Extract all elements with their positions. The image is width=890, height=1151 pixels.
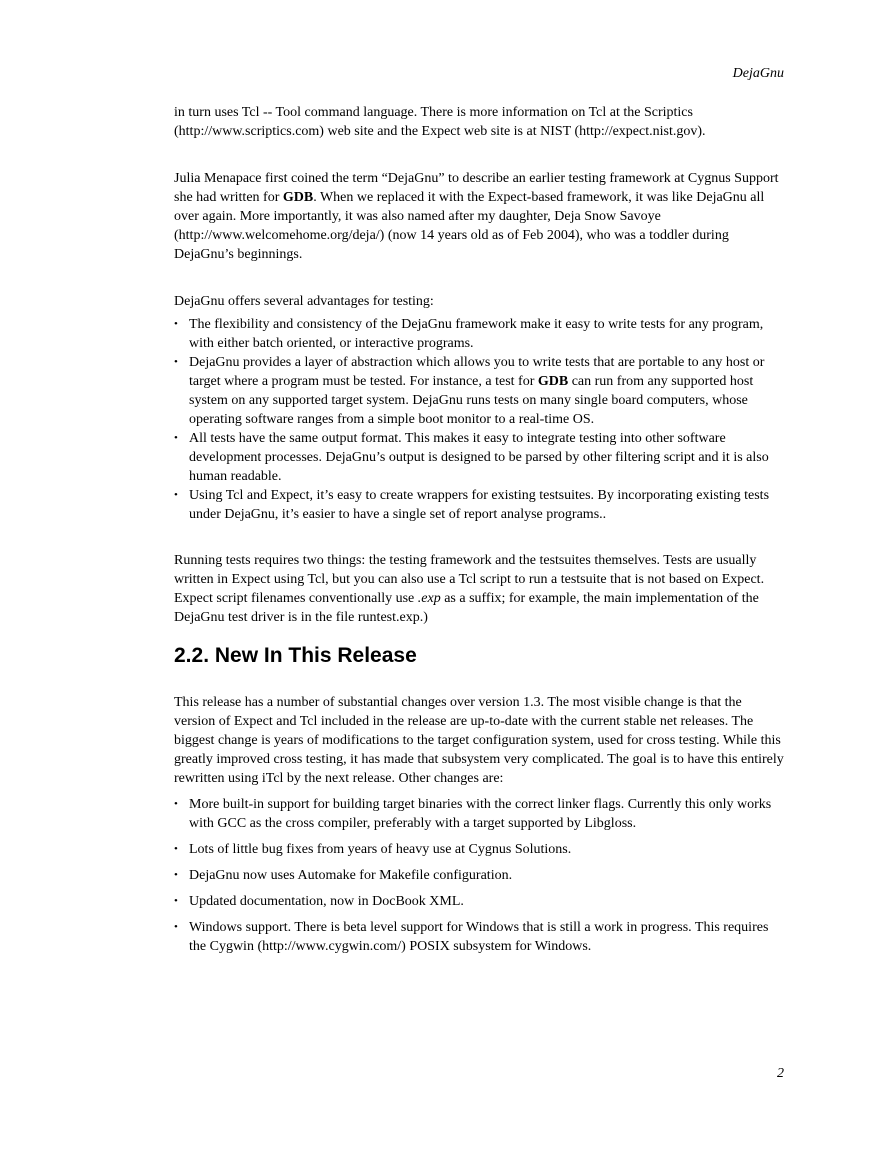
- exp-suffix: .exp: [417, 591, 441, 606]
- list-item: • More built-in support for building target binaries with the correct linker flags. Currently this only works with GCC as the cross compiler, preferably with a target supported by Libgloss.: [174, 795, 786, 833]
- list-item: [174, 353, 786, 429]
- gdb-term: GDB: [537, 374, 569, 389]
- page-number: 2: [777, 1066, 784, 1081]
- list-item: • DejaGnu now uses Automake for Makefile configuration.: [174, 866, 786, 885]
- running-text-1: Running tests requires two things: the testing framework and the testsuites themselves. Tests are usually written in Expect using Tcl, but you can also use a Tcl script to run a testsuite that is not based on Expect. Expect script filenames conventionally use: [174, 553, 765, 606]
- section-heading: 2.2. New In This Release: [174, 644, 417, 667]
- list-item: • Updated documentation, now in DocBook XML.: [174, 892, 786, 911]
- list-item: • Using Tcl and Expect, it’s easy to create wrappers for existing testsuites. By incorporating existing tests under DejaGnu, it’s easier to have a single set of report analyse programs..: [174, 486, 786, 524]
- item-text-2: can run from any supported host system on any supported target system. DejaGnu runs tests on many single board computers, whose operating software ranges from a simple boot monitor to a real-time OS.: [189, 374, 754, 427]
- list-item: • All tests have the same output format. This makes it easy to integrate testing into other software development processes. DejaGnu’s output is designed to be parsed by other filtering script and it is also human readable.: [174, 429, 786, 486]
- running-header: DejaGnu: [732, 66, 784, 81]
- list-item: • Windows support. There is beta level support for Windows that is still a work in progress. This requires the Cygwin (http://www.cygwin.com/) POSIX subsystem for Windows.: [174, 918, 786, 956]
- intro-paragraph-tcl: in turn uses Tcl -- Tool command language. There is more information on Tcl at the Scriptics (http://www.scriptics.com) web site and the Expect web site is at NIST (http://expect.nist.gov).: [174, 105, 706, 139]
- page-content: [174, 103, 786, 963]
- list-item: • The flexibility and consistency of the DejaGnu framework make it easy to write tests for any program, with either batch oriented, or interactive programs.: [174, 315, 786, 353]
- history-text-1: Julia Menapace first coined the term “DejaGnu” to describe an earlier testing framework at Cygnus Support she had written for: [174, 171, 779, 205]
- gdb-term: GDB: [282, 190, 314, 205]
- list-item: • Lots of little bug fixes from years of heavy use at Cygnus Solutions.: [174, 840, 786, 859]
- running-text-2: as a suffix; for example, the main implementation of the DejaGnu test driver is in the file runtest.exp.): [174, 591, 759, 625]
- changes-list: [174, 795, 786, 956]
- item-text-1: DejaGnu provides a layer of abstraction which allows you to write tests that are portable to any host or target where a program must be tested. For instance, a test for: [189, 355, 765, 389]
- history-text-2: . When we replaced it with the Expect-based framework, it was like DejaGnu all over again. More importantly, it was also named after my daughter, Deja Snow Savoye (http://www.welcomehome.org/deja/) (now 14 years old as of Feb 2004), who was a toddler during DejaGnu’s beginnings.: [174, 190, 765, 262]
- advantages-list: [174, 315, 786, 524]
- section-intro-paragraph: This release has a number of substantial changes over version 1.3. The most visible change is that the version of Expect and Tcl included in the release are up-to-date with the current stable net releases. The biggest change is years of modifications to the target configuration system, used for cross testing. While this greatly improved cross testing, it has made that subsystem very complicated. The goal is to have this entirely rewritten using iTcl by the next release. Other changes are:: [174, 695, 784, 786]
- intro-paragraph-history: [174, 169, 786, 264]
- running-tests-paragraph: [174, 551, 786, 627]
- advantages-lead: DejaGnu offers several advantages for testing:: [174, 294, 434, 309]
